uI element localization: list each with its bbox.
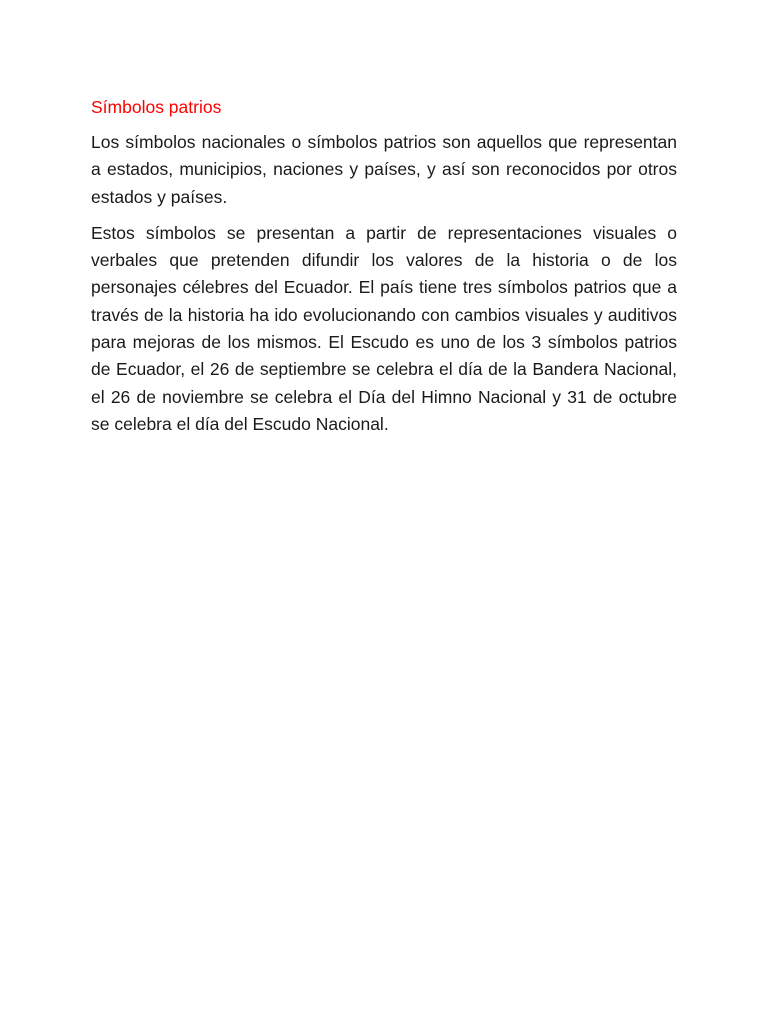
- paragraph-1: Los símbolos nacionales o símbolos patrios son aquellos que representan a estados, municipios, naciones y países, y así son reconocidos por otros estados y países.: [91, 132, 677, 207]
- document-body: [91, 94, 677, 447]
- paragraph-2: Estos símbolos se presentan a partir de representaciones visuales o verbales que pretenden difundir los valores de la historia o de los personajes célebres del Ecuador. El país tiene tres símbolos patrios que a través de la historia ha ido evolucionando con cambios visuales y auditivos para mejoras de los mismos. El Escudo es uno de los 3 símbolos patrios de Ecuador, el 26 de septiembre se celebra el día de la Bandera Nacional, el 26 de noviembre se celebra el Día del Himno Nacional y 31 de octubre se celebra el día del Escudo Nacional.: [91, 222, 677, 434]
- document-heading: Símbolos patrios: [91, 97, 222, 117]
